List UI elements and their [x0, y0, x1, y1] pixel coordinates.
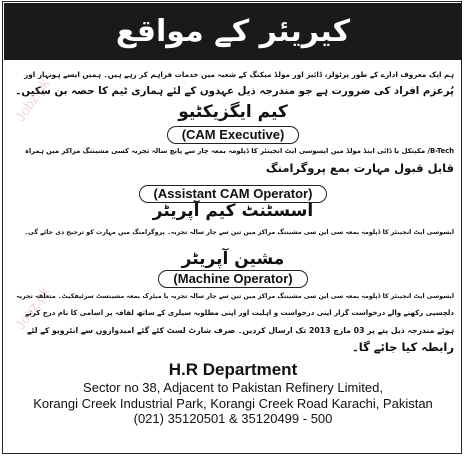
watermark: Jobz.pk	[11, 75, 53, 125]
hr-department-heading: H.R Department	[168, 360, 298, 379]
position-title-urdu: مشین آپریٹر	[181, 249, 285, 269]
banner-title: کیریئر کے مواقع	[115, 14, 351, 49]
phone-numbers: (021) 35120501 & 35120499 - 500	[133, 411, 333, 426]
position-title-english: (Assistant CAM Operator)	[139, 185, 328, 203]
position-title-english: (Machine Operator)	[158, 270, 307, 288]
position-description-line: رابطہ کیا جائے گا۔	[352, 340, 454, 354]
position-description-line: B-Tech/ مکینکل یا ڈائی اینڈ مولڈ میں ایسوسی ایٹ انجینئر کا ڈپلومہ بمعہ چار سے پانچ سالہ تجربہ کسی مشیننگ مراکز میں ہمراہ	[24, 147, 454, 155]
position-description-line: دلچسپی رکھنے والے درخواست گزار اپنی درخواست و اہلیت اور اپنی مطلوبہ سیلری کے ساتھ لفافہ پر اسامی کا نام درج کرتے	[25, 309, 454, 317]
intro-line: ہم ایک معروف ادارے کے طور پرٹولز، ڈائیز اور مولڈ میکنگ کے شعبہ میں خدمات فراہم کر رہے ہیں۔ ہمیں ایسے ہونہار اور	[24, 70, 454, 79]
address-line: Korangi Creek Industrial Park, Korangi Creek Road Karachi, Pakistan	[33, 395, 433, 411]
header-banner	[4, 3, 462, 60]
intro-line: پُرعزم افراد کی ضرورت ہے جو مندرجہ ذیل عہدوں کے لئے ہماری ٹیم کا حصہ بن سکیں۔	[15, 85, 454, 97]
position-title-urdu: اسسٹنٹ کیم آپریٹر	[152, 201, 314, 221]
address-line: Sector no 38, Adjacent to Pakistan Refinery Limited,	[83, 380, 383, 395]
position-title-urdu: کیم ایگزیکٹیو	[178, 102, 288, 122]
position-description-line: قابل قبول مہارت بمع پروگرامنگ	[265, 161, 454, 175]
position-description-line: ایسوسی ایٹ انجینئر کا ڈپلومہ بمعہ سی این سی مشیننگ مراکز میں تین سے چار سالہ تجربہ یا میٹرک بمعہ مشینسٹ سرٹیفکیٹ۔ متعلقہ تجربہ	[16, 293, 454, 300]
position-description-line: ہوئے مندرجہ ذیل پتے پر 03 مارچ 2013 تک ارسال کردیں۔ صرف شارٹ لسٹ کئے گئے امیدواروں سے انٹرویو کے لئے	[26, 326, 454, 335]
position-title-english: (CAM Executive)	[167, 126, 300, 144]
watermark: Jobz.pk	[11, 283, 53, 333]
position-description-line: ایسوسی ایٹ انجینئر کا ڈپلومہ بمعہ سی این سی مشیننگ مراکز میں تین سے چار سالہ تجربہ۔ پروگرامنگ میں مہارت کو ترجیح دی جائے گی۔	[24, 229, 454, 236]
